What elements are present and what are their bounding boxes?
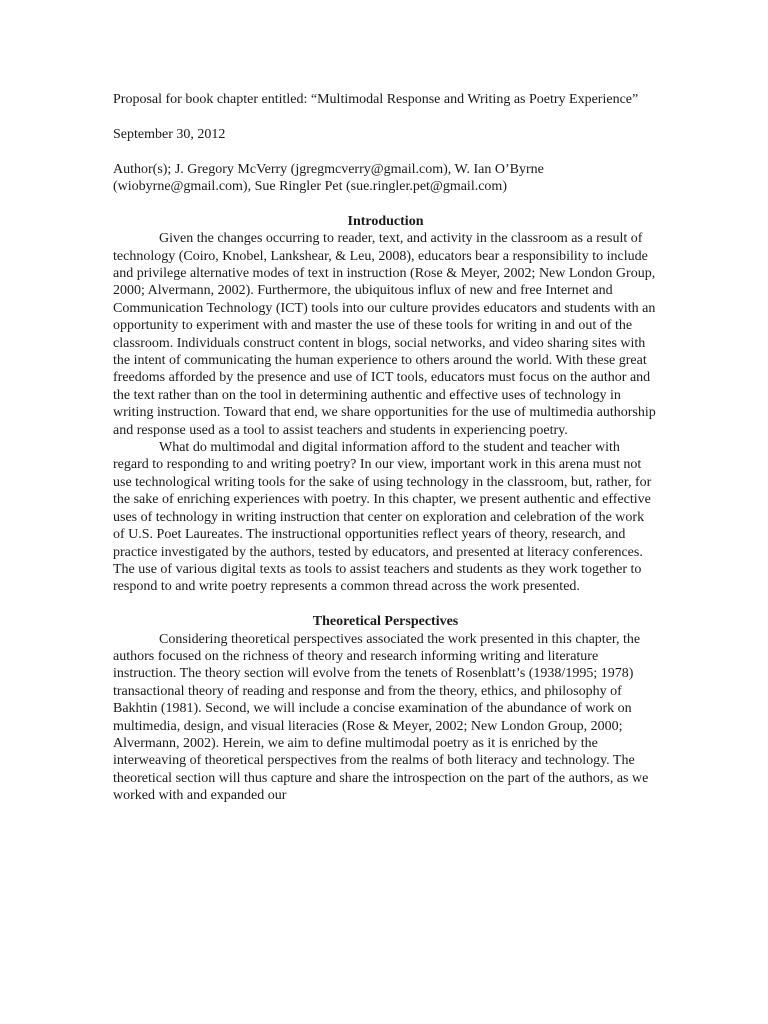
section-heading-theoretical-perspectives: Theoretical Perspectives [312, 614, 459, 630]
section-heading-introduction: Introduction [347, 213, 424, 229]
proposal-title: Proposal for book chapter entitled: “Multimodal Response and Writing as Poetry Experience” [113, 92, 639, 107]
document-date: September 30, 2012 [113, 126, 226, 142]
introduction-paragraph-1: Given the changes occurring to reader, text, and activity in the classroom as a result of technology (Coiro, Knobel, Lankshear, & Leu, 2008), educators bear a responsibility to include and privilege alternative modes of text in instruction (Rose & Meyer, 2002; New London Group, 2000; Alvermann, 2002). Furthermore, the ubiquitous influx of new and free Internet and Communication Technology (ICT) tools into our culture provides educators and students with an opportunity to experiment with and master the use of these tools for writing in and out of the classroom. Individuals construct content in blogs, social networks, and video sharing sites with the intent of communicating the human experience to others around the world. With these great freedoms afforded by the presence and use of ICT tools, educators must focus on the author and the text rather than on the tool in determining authentic and effective uses of technology in writing instruction. Toward that end, we share opportunities for the use of multimedia authorship and response used as a tool to assist teachers and students in experiencing poetry. [113, 231, 656, 438]
theoretical-perspectives-paragraph-1: Considering theoretical perspectives associated the work presented in this chapter, the authors focused on the richness of theory and research informing writing and literature instruction. The theory section will evolve from the tenets of Rosenblatt’s (1938/1995; 1978) transactional theory of reading and response and from the theory, ethics, and philosophy of Bakhtin (1981). Second, we will include a concise examination of the abundance of work on multimedia, design, and visual literacies (Rose & Meyer, 2002; New London Group, 2000; Alvermann, 2002). Herein, we aim to define multimodal poetry as it is enriched by the interweaving of theoretical perspectives from the realms of both literacy and technology. The theoretical section will thus capture and share the introspection on the part of the authors, as we worked with and expanded our [113, 631, 649, 804]
authors-line: Author(s); J. Gregory McVerry (jgregmcverry@gmail.com), W. Ian O’Byrne (wiobyrne@gmail.com), Sue Ringler Pet (sue.ringler.pet@gmail.com) [113, 161, 544, 194]
document-body [113, 91, 658, 805]
introduction-paragraph-2: What do multimodal and digital information afford to the student and teacher with regard to responding to and writing poetry? In our view, important work in this arena must not use technological writing tools for the sake of using technology in the classroom, but, rather, for the sake of enriching experiences with poetry. In this chapter, we present authentic and effective uses of technology in writing instruction that center on exploration and celebration of the work of U.S. Poet Laureates. The instructional opportunities reflect years of theory, research, and practice investigated by the authors, tested by educators, and presented at literacy conferences. The use of various digital texts as tools to assist teachers and students as they work together to respond to and write poetry represents a common thread across the work presented. [113, 440, 652, 595]
